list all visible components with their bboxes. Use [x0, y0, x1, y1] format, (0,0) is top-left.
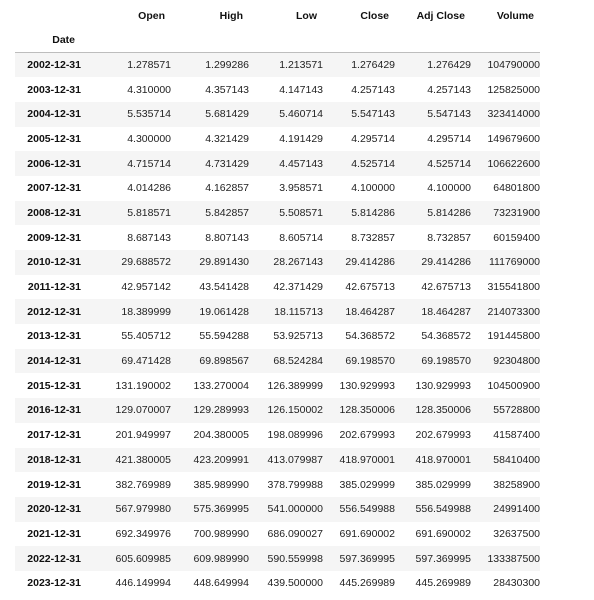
table-row: [15, 102, 540, 127]
cell-low: 4.457143: [279, 157, 323, 170]
cell-low: 8.605714: [279, 231, 323, 244]
cell-close: 4.257143: [351, 83, 395, 96]
cell-open: 4.715714: [127, 157, 171, 170]
cell-close: 130.929993: [339, 379, 395, 392]
cell-date: 2013-12-31: [27, 330, 81, 343]
table-body: [15, 53, 540, 596]
cell-adj-close: 42.675713: [421, 281, 471, 294]
cell-volume: 133387500: [487, 552, 540, 565]
table-row: [15, 472, 540, 497]
cell-low: 68.524284: [273, 355, 323, 368]
cell-close: 597.369995: [339, 552, 395, 565]
cell-adj-close: 54.368572: [421, 330, 471, 343]
cell-low: 686.090027: [267, 527, 323, 540]
column-header-adj-close: Adj Close: [416, 10, 465, 22]
cell-adj-close: 4.257143: [427, 83, 471, 96]
cell-open: 5.535714: [127, 108, 171, 121]
cell-adj-close: 128.350006: [415, 404, 471, 417]
corner-cell: [15, 4, 81, 28]
cell-low: 439.500000: [267, 577, 323, 590]
cell-adj-close: 5.547143: [427, 108, 471, 121]
table-row: [15, 349, 540, 374]
cell-close: 691.690002: [339, 527, 395, 540]
cell-low: 5.460714: [279, 108, 323, 121]
cell-date: 2012-12-31: [27, 305, 81, 318]
table-row: [15, 546, 540, 571]
cell-high: 129.289993: [193, 404, 249, 417]
cell-volume: 28430300: [493, 577, 540, 590]
cell-low: 126.150002: [267, 404, 323, 417]
cell-adj-close: 445.269989: [415, 577, 471, 590]
cell-low: 28.267143: [273, 256, 323, 269]
table-row: [15, 225, 540, 250]
cell-high: 5.842857: [205, 206, 249, 219]
cell-date: 2010-12-31: [27, 256, 81, 269]
cell-date: 2005-12-31: [27, 132, 81, 145]
cell-open: 131.190002: [115, 379, 171, 392]
cell-low: 198.089996: [267, 429, 323, 442]
cell-volume: 92304800: [493, 355, 540, 368]
cell-close: 4.525714: [351, 157, 395, 170]
cell-adj-close: 4.100000: [427, 182, 471, 195]
cell-high: 5.681429: [205, 108, 249, 121]
column-header-volume: Volume: [496, 10, 534, 22]
cell-close: 42.675713: [345, 281, 395, 294]
cell-close: 128.350006: [339, 404, 395, 417]
cell-low: 378.799988: [267, 478, 323, 491]
cell-low: 18.115713: [274, 305, 323, 318]
cell-adj-close: 5.814286: [427, 206, 471, 219]
cell-date: 2020-12-31: [27, 503, 81, 516]
cell-volume: 32637500: [493, 527, 540, 540]
cell-open: 567.979980: [115, 503, 171, 516]
cell-open: 4.014286: [127, 182, 171, 195]
cell-close: 8.732857: [351, 231, 395, 244]
cell-low: 590.559998: [267, 552, 323, 565]
cell-open: 1.278571: [127, 59, 171, 72]
cell-adj-close: 385.029999: [415, 478, 471, 491]
index-header-row: [15, 28, 540, 53]
cell-high: 609.989990: [193, 552, 249, 565]
cell-volume: 104500900: [487, 379, 540, 392]
cell-close: 385.029999: [339, 478, 395, 491]
cell-adj-close: 202.679993: [415, 429, 471, 442]
cell-high: 204.380005: [193, 429, 249, 442]
cell-date: 2017-12-31: [27, 429, 81, 442]
table-row: [15, 299, 540, 324]
table-row: [15, 571, 540, 596]
cell-low: 53.925713: [273, 330, 323, 343]
cell-low: 3.958571: [279, 182, 323, 195]
cell-adj-close: 556.549988: [415, 503, 471, 516]
cell-volume: 106622600: [487, 157, 540, 170]
cell-open: 5.818571: [127, 206, 171, 219]
cell-high: 385.989990: [193, 478, 249, 491]
cell-date: 2009-12-31: [27, 231, 81, 244]
cell-date: 2004-12-31: [27, 108, 81, 121]
cell-open: 692.349976: [115, 527, 171, 540]
cell-volume: 315541800: [487, 281, 540, 294]
cell-close: 29.414286: [345, 256, 395, 269]
column-header-high: High: [219, 10, 243, 22]
cell-volume: 58410400: [493, 453, 540, 466]
cell-close: 5.547143: [351, 108, 395, 121]
cell-open: 129.070007: [115, 404, 171, 417]
cell-adj-close: 18.464287: [421, 305, 471, 318]
cell-adj-close: 69.198570: [421, 355, 471, 368]
cell-date: 2022-12-31: [27, 552, 81, 565]
cell-date: 2015-12-31: [27, 379, 81, 392]
price-table: [15, 4, 540, 596]
cell-close: 4.295714: [351, 132, 395, 145]
cell-volume: 191445800: [487, 330, 540, 343]
table-row: [15, 250, 540, 275]
cell-high: 133.270004: [193, 379, 249, 392]
cell-low: 42.371429: [273, 281, 323, 294]
cell-adj-close: 130.929993: [415, 379, 471, 392]
cell-high: 4.321429: [205, 132, 249, 145]
cell-open: 42.957142: [121, 281, 171, 294]
cell-volume: 55728800: [493, 404, 540, 417]
cell-high: 1.299286: [205, 59, 249, 72]
column-header-low: Low: [296, 10, 317, 22]
cell-low: 126.389999: [267, 379, 323, 392]
table-row: [15, 151, 540, 176]
cell-high: 69.898567: [199, 355, 249, 368]
cell-open: 4.310000: [127, 83, 171, 96]
cell-volume: 60159400: [493, 231, 540, 244]
cell-volume: 24991400: [493, 503, 540, 516]
cell-close: 1.276429: [351, 59, 395, 72]
cell-low: 5.508571: [279, 206, 323, 219]
cell-close: 54.368572: [345, 330, 395, 343]
cell-high: 575.369995: [193, 503, 249, 516]
cell-date: 2008-12-31: [27, 206, 81, 219]
cell-date: 2003-12-31: [27, 83, 81, 96]
cell-high: 19.061428: [199, 305, 249, 318]
cell-high: 8.807143: [205, 231, 249, 244]
cell-open: 18.389999: [121, 305, 171, 318]
table-row: [15, 373, 540, 398]
cell-date: 2016-12-31: [27, 404, 81, 417]
table-row: [15, 176, 540, 201]
cell-open: 69.471428: [121, 355, 171, 368]
cell-open: 382.769989: [115, 478, 171, 491]
cell-close: 445.269989: [339, 577, 395, 590]
cell-high: 423.209991: [193, 453, 249, 466]
cell-adj-close: 1.276429: [427, 59, 471, 72]
cell-low: 4.147143: [279, 83, 323, 96]
cell-volume: 41587400: [493, 429, 540, 442]
cell-date: 2011-12-31: [27, 281, 81, 294]
cell-volume: 125825000: [487, 83, 540, 96]
cell-open: 4.300000: [127, 132, 171, 145]
cell-date: 2018-12-31: [27, 453, 81, 466]
table-row: [15, 522, 540, 547]
cell-volume: 38258900: [493, 478, 540, 491]
table-header: [15, 4, 540, 53]
column-header-open: Open: [138, 10, 165, 22]
cell-date: 2019-12-31: [27, 478, 81, 491]
column-header-close: Close: [360, 10, 389, 22]
table-row: [15, 398, 540, 423]
table-row: [15, 53, 540, 78]
cell-volume: 149679600: [487, 132, 540, 145]
cell-volume: 111769000: [489, 256, 540, 269]
cell-adj-close: 597.369995: [415, 552, 471, 565]
cell-high: 29.891430: [199, 256, 249, 269]
cell-adj-close: 4.525714: [427, 157, 471, 170]
table-row: [15, 324, 540, 349]
cell-volume: 214073300: [487, 305, 540, 318]
cell-open: 201.949997: [115, 429, 171, 442]
cell-open: 446.149994: [115, 577, 171, 590]
table-row: [15, 77, 540, 102]
cell-high: 448.649994: [193, 577, 249, 590]
cell-date: 2014-12-31: [27, 355, 81, 368]
cell-close: 202.679993: [339, 429, 395, 442]
cell-low: 4.191429: [279, 132, 323, 145]
cell-high: 4.357143: [205, 83, 249, 96]
cell-close: 18.464287: [345, 305, 395, 318]
cell-date: 2021-12-31: [27, 527, 81, 540]
table-row: [15, 201, 540, 226]
cell-close: 556.549988: [339, 503, 395, 516]
cell-open: 55.405712: [121, 330, 171, 343]
table-row: [15, 448, 540, 473]
cell-close: 4.100000: [351, 182, 395, 195]
column-header-row: [15, 4, 540, 28]
cell-volume: 323414000: [487, 108, 540, 121]
cell-date: 2023-12-31: [27, 577, 81, 590]
cell-adj-close: 691.690002: [415, 527, 471, 540]
cell-adj-close: 8.732857: [427, 231, 471, 244]
table-row: [15, 275, 540, 300]
cell-date: 2007-12-31: [27, 182, 81, 195]
cell-open: 421.380005: [115, 453, 171, 466]
cell-volume: 64801800: [493, 182, 540, 195]
cell-open: 8.687143: [127, 231, 171, 244]
cell-low: 413.079987: [267, 453, 323, 466]
cell-close: 5.814286: [351, 206, 395, 219]
cell-adj-close: 418.970001: [415, 453, 471, 466]
cell-low: 1.213571: [279, 59, 323, 72]
cell-volume: 104790000: [487, 59, 540, 72]
table-row: [15, 497, 540, 522]
cell-open: 29.688572: [121, 256, 171, 269]
cell-high: 43.541428: [199, 281, 249, 294]
cell-close: 69.198570: [345, 355, 395, 368]
cell-low: 541.000000: [267, 503, 323, 516]
cell-adj-close: 4.295714: [427, 132, 471, 145]
cell-high: 55.594288: [199, 330, 249, 343]
cell-high: 4.162857: [205, 182, 249, 195]
cell-volume: 73231900: [493, 206, 540, 219]
table-row: [15, 423, 540, 448]
index-name: Date: [15, 28, 81, 53]
cell-high: 700.989990: [193, 527, 249, 540]
cell-adj-close: 29.414286: [421, 256, 471, 269]
cell-high: 4.731429: [205, 157, 249, 170]
cell-date: 2006-12-31: [27, 157, 81, 170]
table-row: [15, 127, 540, 152]
cell-open: 605.609985: [115, 552, 171, 565]
cell-date: 2002-12-31: [27, 59, 81, 72]
cell-close: 418.970001: [339, 453, 395, 466]
